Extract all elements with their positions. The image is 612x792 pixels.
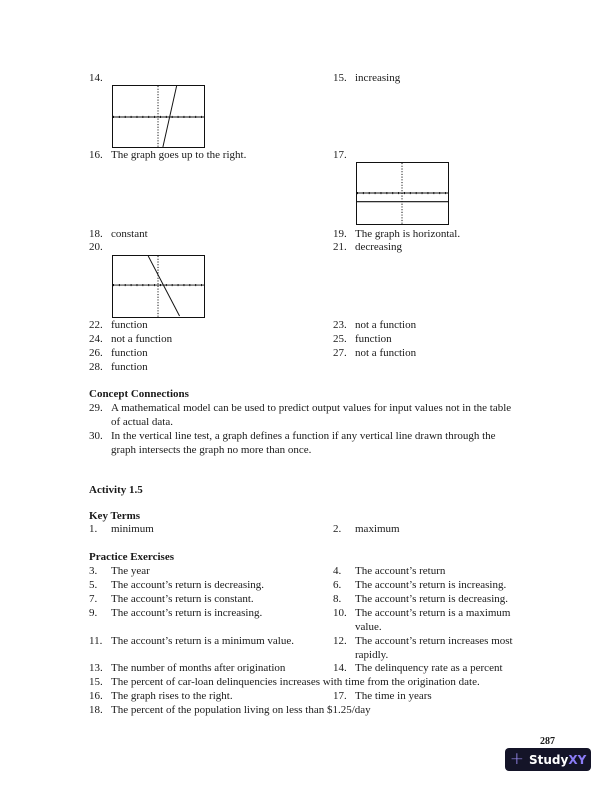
exercise-number: 17. xyxy=(333,690,347,702)
exercise-number: 5. xyxy=(89,579,98,591)
concept-text-continued: of actual data. xyxy=(111,416,173,428)
answer-number: 28. xyxy=(89,361,103,373)
exercise-text: The account’s return xyxy=(355,565,446,577)
answer-text: not a function xyxy=(355,319,417,331)
page-number: 287 xyxy=(540,736,555,747)
answer-text: function xyxy=(111,361,148,373)
answer-number: 25. xyxy=(333,333,347,345)
exercise-text: The account’s return increases most xyxy=(355,635,513,647)
exercise-number: 13. xyxy=(89,662,103,674)
section-heading-practice-exercises: Practice Exercises xyxy=(89,551,175,563)
brand-suffix: XY xyxy=(568,752,587,767)
exercise-text: The graph rises to the right. xyxy=(111,690,233,702)
answer-number: 20. xyxy=(89,241,103,253)
exercise-number: 10. xyxy=(333,607,347,619)
exercise-text: The percent of car-loan delinquencies increases with time from the origination date. xyxy=(111,676,480,688)
section-heading-key-terms: Key Terms xyxy=(89,510,141,522)
brand-prefix: Study xyxy=(528,752,569,767)
concept-text: A mathematical model can be used to predict output values for input values not in the table xyxy=(111,402,512,414)
exercise-text: The account’s return is increasing. xyxy=(111,607,263,619)
concept-number: 29. xyxy=(89,402,103,414)
exercise-text: The account’s return is increasing. xyxy=(355,579,507,591)
key-term-number: 2. xyxy=(333,523,342,535)
exercise-text: The account’s return is constant. xyxy=(111,593,254,605)
answer-text: function xyxy=(111,319,148,331)
answer-text: not a function xyxy=(111,333,173,345)
plus-icon: + xyxy=(509,749,524,769)
answer-text: decreasing xyxy=(355,241,403,253)
answer-text: not a function xyxy=(355,347,417,359)
exercise-text: The number of months after origination xyxy=(111,662,286,674)
answer-number: 17. xyxy=(333,149,347,161)
exercise-number: 18. xyxy=(89,704,103,716)
answer-text: function xyxy=(355,333,392,345)
exercise-number: 7. xyxy=(89,593,98,605)
exercise-text-continued: value. xyxy=(355,621,382,633)
key-term-number: 1. xyxy=(89,523,98,535)
section-heading-concept-connections: Concept Connections xyxy=(89,388,189,400)
exercise-number: 15. xyxy=(89,676,103,688)
activity-title: Activity 1.5 xyxy=(89,484,143,496)
exercise-number: 14. xyxy=(333,662,347,674)
answer-number: 21. xyxy=(333,241,347,253)
exercise-number: 8. xyxy=(333,593,342,605)
exercise-number: 9. xyxy=(89,607,98,619)
key-term-text: maximum xyxy=(355,523,400,535)
concept-text: In the vertical line test, a graph defines a function if any vertical line drawn through the xyxy=(111,430,496,442)
graph-14-increasing-line xyxy=(112,85,205,148)
exercise-text: The time in years xyxy=(355,690,432,702)
answer-number: 14. xyxy=(89,72,103,84)
answer-number: 15. xyxy=(333,72,347,84)
exercise-number: 3. xyxy=(89,565,98,577)
answer-number: 26. xyxy=(89,347,103,359)
answer-number: 24. xyxy=(89,333,103,345)
answer-number: 23. xyxy=(333,319,347,331)
answer-number: 18. xyxy=(89,228,103,240)
answer-text: The graph is horizontal. xyxy=(355,228,461,240)
concept-number: 30. xyxy=(89,430,103,442)
exercise-text: The account’s return is decreasing. xyxy=(355,593,509,605)
brand-wordmark xyxy=(529,753,586,767)
exercise-text: The account’s return is decreasing. xyxy=(111,579,265,591)
answer-text: The graph goes up to the right. xyxy=(111,149,247,161)
answer-text: constant xyxy=(111,228,148,240)
exercise-text-continued: rapidly. xyxy=(355,649,389,661)
answer-number: 27. xyxy=(333,347,347,359)
exercise-number: 12. xyxy=(333,635,347,647)
graph-20-decreasing-line xyxy=(112,255,205,318)
exercise-text: The account’s return is a maximum xyxy=(355,607,511,619)
exercise-number: 11. xyxy=(89,635,103,647)
concept-text-continued: graph intersects the graph no more than once. xyxy=(111,444,312,456)
answer-number: 16. xyxy=(89,149,103,161)
exercise-text: The year xyxy=(111,565,150,577)
answer-text: function xyxy=(111,347,148,359)
exercise-text: The percent of the population living on less than $1.25/day xyxy=(111,704,371,716)
graph-17-horizontal-line xyxy=(356,162,449,225)
exercise-text: The account’s return is a minimum value. xyxy=(111,635,294,647)
answer-text: increasing xyxy=(355,72,401,84)
studyxy-logo-badge[interactable] xyxy=(505,748,591,771)
exercise-number: 6. xyxy=(333,579,342,591)
answer-number: 19. xyxy=(333,228,347,240)
exercise-number: 16. xyxy=(89,690,103,702)
exercise-number: 4. xyxy=(333,565,342,577)
exercise-text: The delinquency rate as a percent xyxy=(355,662,503,674)
key-term-text: minimum xyxy=(111,523,154,535)
answer-number: 22. xyxy=(89,319,103,331)
